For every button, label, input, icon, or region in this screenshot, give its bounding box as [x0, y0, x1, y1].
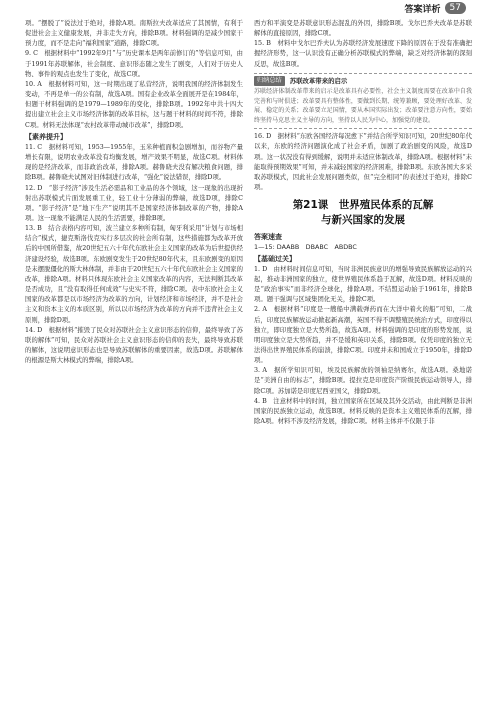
lesson-title-line-2: 与新兴国家的发展	[321, 214, 405, 227]
header-title: 答案详析	[404, 4, 441, 15]
answer-14: 14. D 根据材料“摧毁了民众对苏联社会主义意识形态的信仰，最终导致了苏联的解体”可知，民众对苏联社会主义意识形态的信仰的丧失，最终导致苏联的解体，这说明意识形态也是导致苏联解体的重要因素，故选D项。苏联解体的根源是斯大林模式的弊端，排除A项。	[25, 326, 243, 365]
answer-9: 9. C 根据材料中“1992年9月”与“历史课本是两年前修订的”等信息可知，由于1991年苏联解体，社会制度、意识形态随之发生了剧变，人们对于历史人物、事件的观点也发生了变化，故选C项。	[25, 50, 243, 78]
answer-key-heading: 答案速查	[254, 233, 282, 242]
summary-title: 苏联改革带来的启示	[289, 76, 348, 85]
paragraph: 西方和平演变是苏联意识形态混乱的外因，排除B项。戈尔巴乔夫改革是苏联解体的直接原因，排除C项。	[254, 20, 472, 38]
page-header	[0, 0, 480, 16]
answer-16: 16. D 据材料“东欧各国经济每况愈下”并结合所学知识可知，20世纪80年代以来，东欧的经济问题演化成了社会矛盾，加剧了政治剧变的风险，故选D项。这一状况没有得到缓解，说明并未适应体制改革，排除A项。根据材料“未能取得预期效果”可知，并未减轻国家的经济困难，排除B项。东欧各国大多采取苏联模式，因此社会发展问题类似，但“完全相同”的表述过于绝对，排除C项。	[254, 133, 472, 192]
right-column	[254, 19, 472, 427]
summary-tag: 归纳总结	[254, 76, 285, 86]
answer-2: 2. A 根据材料“印度是一艘船中满载弹药而在大洋中着火的船”可知，二战后，印度民族解放运动掀起新高潮，英国不得不调整殖民统治方式，印度得以独立，即印度独立是大势所趋，故选A项。材料强调的是印度的形势发展，说明印度独立是大势所趋，并不是缓和英印关系，排除B项。仅凭印度的独立无法得出世界殖民体系的崩溃，排除C项。印度并未和国成立于1950年，排除D项。	[254, 306, 472, 365]
lesson-title	[254, 198, 472, 228]
answer-15: 15. B 材料中戈尔巴乔夫认为苏联经济发展速度下降的原因在于没有准确把握经济形势，这一认识没有正确分析苏联模式的弊端，缺乏对经济体制的深刻反思，故选B项。	[254, 40, 472, 68]
section-heading-basic: 【基础过关】	[254, 253, 296, 263]
page-number-badge: 57	[445, 2, 466, 14]
summary-body: 苏联经济体制改革带来的启示是改革具有必要性，社会主义制度需要在改革中自我完善和与时俱进；改革要具有整体性，要做到长期、统筹兼顾，要处理好改革、发展、稳定的关系；改革要立足国情，要从本国实际出发；改革要注意方向性，要始终坚持马克思主义主导的方向，坚持以人民为中心，加强党的建设。	[254, 87, 472, 124]
summary-box-header	[254, 76, 472, 86]
left-column	[25, 19, 243, 366]
section-heading-advanced: 【素养提升】	[25, 131, 67, 141]
answer-key-line: 1—15: DAABB DBABC ABDBC	[254, 243, 357, 252]
paragraph: 项。“摆脱了”说法过于绝对，排除A项。南斯拉夫改革适应了其国情，有利于促进社会主义健康发展，并非走失方向，排除B项。材料强调的是减少国家干预力度，而不是走向“福利国家”道路，排除C项。	[25, 20, 243, 48]
answer-13: 13. B 结合表格内容可知，波兰建立多种所有制，匈牙利采用“计划与市场相结合”模式，捷克斯洛伐克实行多层次的社会所有制，这些措施都为改革开放后的中国所借鉴，故20世纪五六十年代东欧社会主义国家的改革为后世提供经济建设经验，故选B项。东欧剧变发生于20世纪80年代末，且东欧剧变的原因是未摆脱僵化的斯大林体制，并非由于20世纪五六十年代东欧社会主义国家的改革，排除A项。材料只体现东欧社会主义国家改革的内容，无法判断其改革是否成功，且“没有取得任何成效”与史实不符，排除C项。表中东欧社会主义国家的改革都是以市场经济为改革的方向，计划经济和市场经济，并不是社会主义和资本主义的本质区别，所以以市场经济为改革的方向并不违背社会主义原则，排除D项。	[25, 225, 243, 324]
answer-10: 10. A 根据材料可知，这一时期出现了私营经济，说明我国的经济体制发生变动，不再是单一的公有制，故选A项。国有企业改革全面展开是在1984年，但题干材料强调的是1979—1989年的变化，排除B项。1992年中共十四大提出建立社会主义市场经济体制的改革目标，这与题干材料的时间不符，排除C项。材料无法体现“农村改革带动城市改革”，排除D项。	[25, 80, 243, 129]
answer-11: 11. C 据材料可知，1953—1955年，玉米种植面积急剧增加，而谷物产量增长有限，说明农业改革没有均衡发展，增产效果不明显，故选C项。材料体现的是经济改革，而非政治改革，排除A项。赫鲁晓夫没有解决粮食问题，排除B项。赫鲁晓夫试图对旧体制进行改革，“强化”说法错误，排除D项。	[25, 143, 243, 182]
answer-3: 3. A 据所学知识可知，埃及民族解放的领袖是纳赛尔，故选A项。桑地诺是“美洲自由的标志”，排除B项。提拉克是印度资产阶级民族运动领导人，排除C项。苏加诺是印度尼西亚国父，排除D项。	[254, 367, 472, 395]
lesson-title-line-1: 第21课 世界殖民体系的瓦解	[292, 199, 434, 212]
answer-4: 4. B 注意材料中的时间，独立国家所在区域及其外交活动，由此判断是非洲国家的民族独立运动，故选B项。材料反映的是资本主义殖民体系的瓦解，排除A项。材料不涉及经济发展，排除C项。材料主体并不仅限于非	[254, 397, 472, 426]
answer-1: 1. D 由材料时间信息可知，当时非洲民族意识的增强导致民族解放运动的兴起，推动非洲国家的独立，使世界殖民体系趋于瓦解，故选D项。材料反映的是“政治事实”而非经济全球化，排除A项。不结盟运动始于1961年，排除B项。题干强调与区域集团化无关，排除C项。	[254, 265, 472, 304]
summary-box	[254, 73, 472, 130]
answer-12: 12. D “影子经济”涉及生活必需品和工业品的各个领域，这一现象的出现折射出苏联模式片面发展重工业，轻工业十分薄弱的弊端，故选D项，排除C项。“影子经济”是“地下生产”说明其不是国家经济体制改革的产物，排除A项。这一现象不能满足人民的生活需要，排除B项。	[25, 184, 243, 222]
